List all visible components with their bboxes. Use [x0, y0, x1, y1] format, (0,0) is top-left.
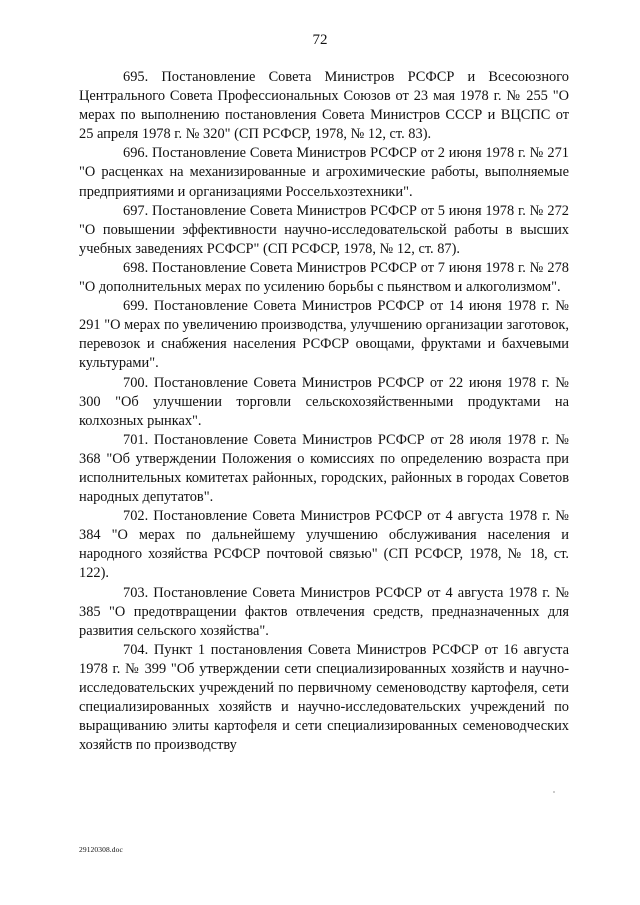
- paragraph-704: 704. Пункт 1 постановления Совета Министров РСФСР от 16 августа 1978 г. № 399 "Об утверждении сети специализированных хозяйств и научно-исследовательских учреждений по первичному семеноводству картофеля, сети специализированных хозяйств и научно-исследовательских учреждений по выращиванию элиты картофеля и сети специализированных семеноводческих хозяйств по производству: [79, 641, 569, 754]
- footer-filename: 29120308.doc: [79, 845, 123, 854]
- paragraph-696: 696. Постановление Совета Министров РСФСР от 2 июня 1978 г. № 271 "О расценках на механизированные и агрохимические работы, выполняемые предприятиями и организациями Россельхозтехники".: [79, 145, 569, 200]
- document-body: [79, 68, 569, 755]
- paragraph-700: 700. Постановление Совета Министров РСФСР от 22 июня 1978 г. № 300 "Об улучшении торговли сельскохозяйственными продуктами на колхозных рынках".: [79, 374, 569, 429]
- page-number: 72: [312, 32, 328, 48]
- paragraph-697: 697. Постановление Совета Министров РСФСР от 5 июня 1978 г. № 272 "О повышении эффективности научно-исследовательской работы в высших учебных заведениях РСФСР" (СП РСФСР, 1978, № 12, ст. 87).: [79, 202, 569, 257]
- paragraph-703: 703. Постановление Совета Министров РСФСР от 4 августа 1978 г. № 385 "О предотвращении фактов отвлечения средств, предназначенных для развития сельского хозяйства".: [79, 584, 569, 639]
- paragraph-695: 695. Постановление Совета Министров РСФСР и Всесоюзного Центрального Совета Профессиональных Союзов от 23 мая 1978 г. № 255 "О мерах по выполнению постановления Совета Министров СССР и ВЦСПС от 25 апреля 1978 г. № 320" (СП РСФСР, 1978, № 12, ст. 83).: [79, 69, 569, 143]
- paragraph-699: 699. Постановление Совета Министров РСФСР от 14 июня 1978 г. № 291 "О мерах по увеличению производства, улучшению организации заготовок, перевозок и снабжения населения РСФСР овощами, фруктами и бахчевыми культурами".: [79, 298, 569, 372]
- paragraph-702: 702. Постановление Совета Министров РСФСР от 4 августа 1978 г. № 384 "О мерах по дальнейшему улучшению обслуживания населения и народного хозяйства РСФСР почтовой связью" (СП РСФСР, 1978, № 18, ст. 122).: [79, 508, 569, 582]
- paragraph-698: 698. Постановление Совета Министров РСФСР от 7 июня 1978 г. № 278 "О дополнительных мерах по усилению борьбы с пьянством и алкоголизмом".: [79, 259, 569, 296]
- paragraph-701: 701. Постановление Совета Министров РСФСР от 28 июля 1978 г. № 368 "Об утверждении Положения о комиссиях по определению возраста при исполнительных комитетах районных, городских, районных в городах Советов народных депутатов".: [79, 431, 569, 506]
- scan-speck: [553, 791, 555, 793]
